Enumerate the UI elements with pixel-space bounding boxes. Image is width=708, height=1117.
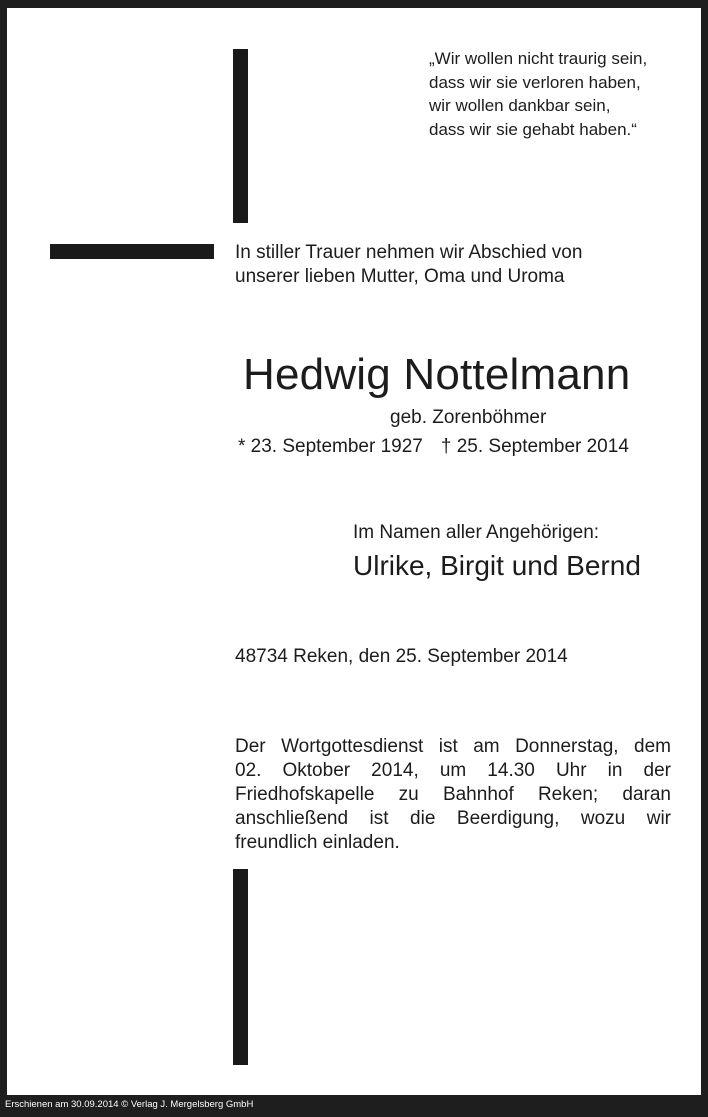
cross-bar-bottom bbox=[233, 869, 248, 1065]
service-line: freundlich einladen. bbox=[235, 832, 400, 853]
quote-line: dass wir sie verloren haben, bbox=[429, 72, 641, 92]
birth-date: * 23. September 1927 bbox=[238, 436, 423, 457]
place-and-date: 48734 Reken, den 25. September 2014 bbox=[235, 646, 568, 667]
quote-line: wir wollen dankbar sein, bbox=[429, 96, 611, 115]
obituary-card bbox=[7, 8, 701, 1095]
birth-name: geb. Zorenböhmer bbox=[390, 407, 547, 428]
service-line: 02. Oktober 2014, um 14.30 Uhr in der bbox=[235, 760, 671, 781]
intro-line: In stiller Trauer nehmen wir Abschied von bbox=[235, 242, 583, 263]
life-dates bbox=[238, 435, 629, 459]
mourner-names: Ulrike, Birgit und Bernd bbox=[353, 550, 641, 581]
publication-footer: Erschienen am 30.09.2014 © Verlag J. Mergelsberg GmbH bbox=[5, 1099, 254, 1110]
service-notice bbox=[235, 735, 671, 855]
service-line: anschließend ist die Beerdigung, wozu wir bbox=[235, 808, 671, 829]
behalf-text: Im Namen aller Angehörigen: bbox=[353, 522, 600, 543]
intro-line: unserer lieben Mutter, Oma und Uroma bbox=[235, 266, 565, 287]
intro-text bbox=[235, 241, 582, 289]
death-date: † 25. September 2014 bbox=[440, 436, 629, 457]
service-line: Der Wortgottesdienst ist am Donnerstag, dem bbox=[235, 736, 671, 757]
deceased-name: Hedwig Nottelmann bbox=[243, 350, 631, 399]
memorial-quote bbox=[429, 47, 689, 141]
service-line: Friedhofskapelle zu Bahnhof Reken; daran bbox=[235, 784, 671, 805]
quote-line: „Wir wollen nicht traurig sein, bbox=[429, 49, 648, 68]
cross-bar-top bbox=[233, 49, 248, 223]
cross-bar-horizontal bbox=[50, 244, 214, 259]
quote-line: dass wir sie gehabt haben.“ bbox=[429, 119, 637, 139]
